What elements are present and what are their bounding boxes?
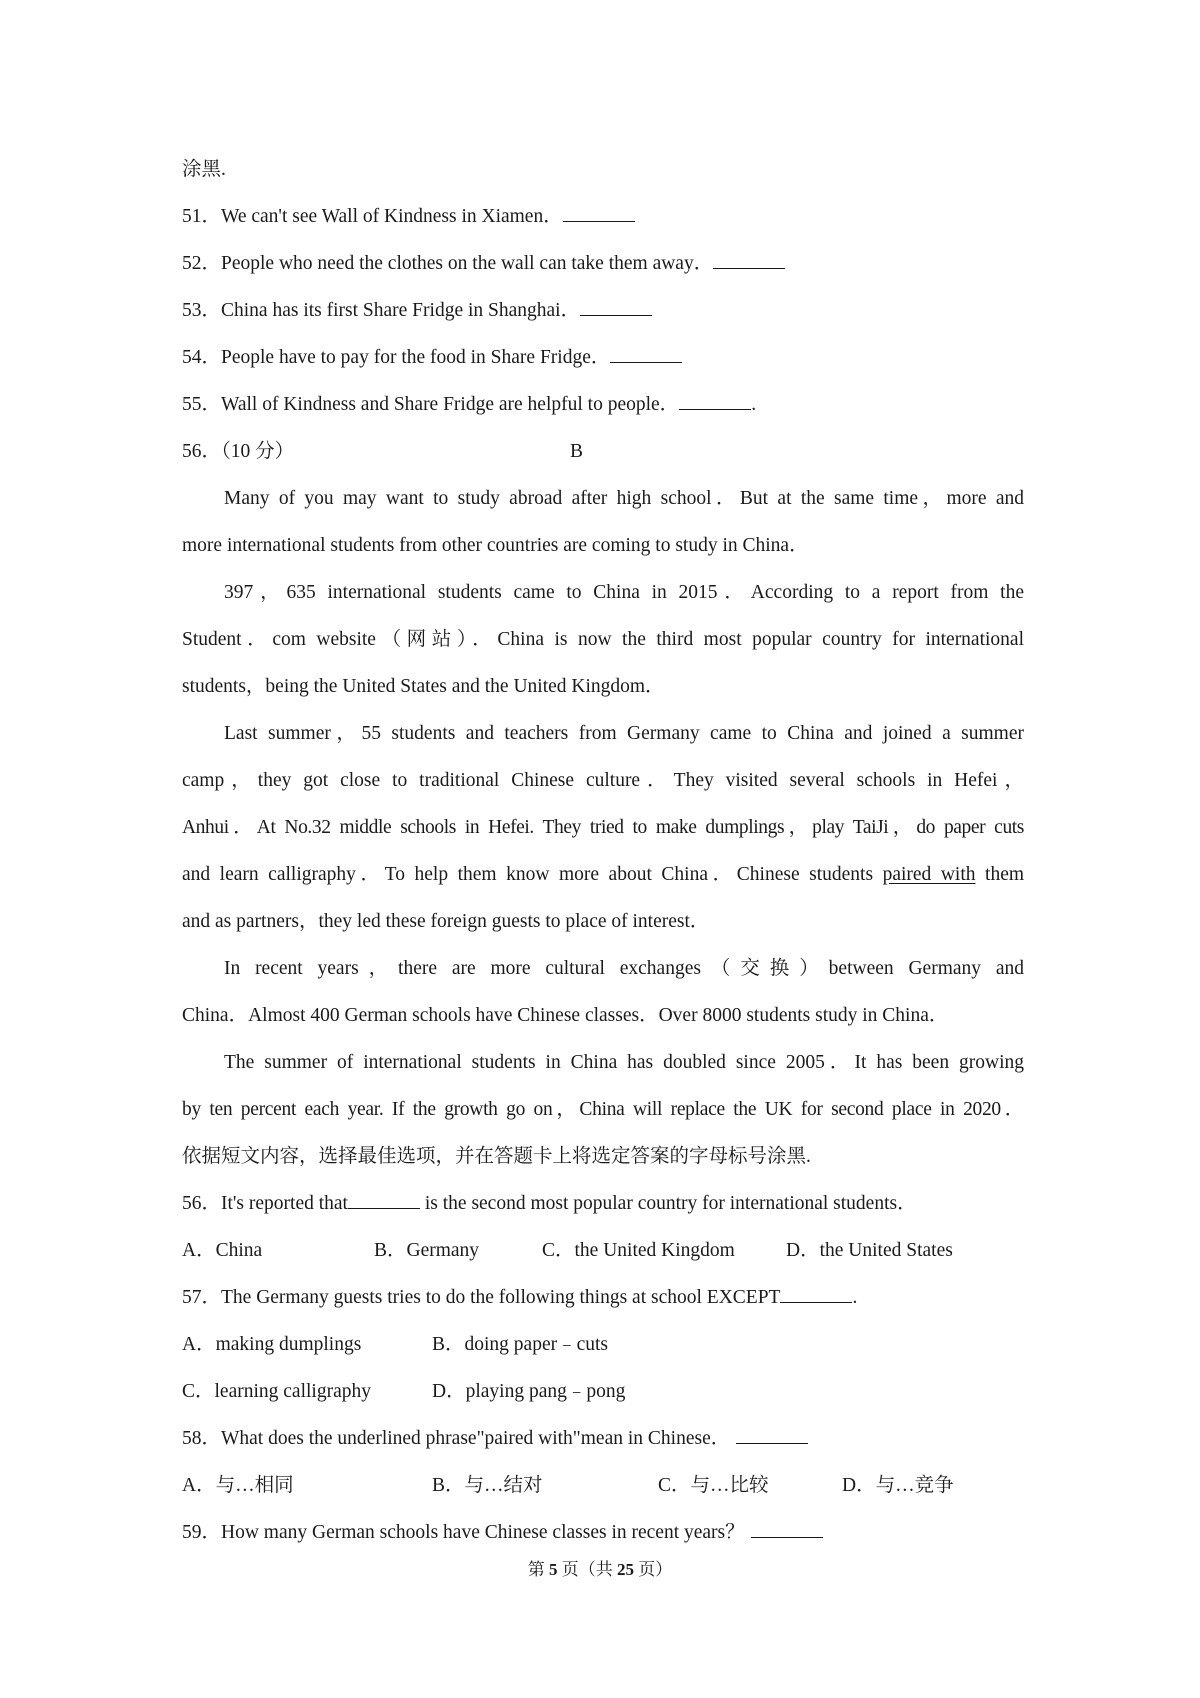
option-c[interactable]: C．learning calligraphy <box>182 1381 371 1402</box>
question-51 <box>182 203 1024 231</box>
option-d[interactable]: D．the United States <box>786 1240 953 1261</box>
answer-blank-55[interactable] <box>679 391 751 410</box>
section-number: 56．（10 分） <box>182 441 295 462</box>
question-55-text: 55．Wall of Kindness and Share Fridge are helpful to people． <box>182 394 680 415</box>
footer-middle: 页（共 <box>561 1560 613 1579</box>
question-59 <box>182 1519 1024 1547</box>
footer-total-pages: 25 <box>617 1560 634 1579</box>
question-54-text: 54．People have to pay for the food in Share Fridge． <box>182 347 611 368</box>
question-55 <box>182 391 1024 419</box>
answer-blank-53[interactable] <box>580 297 652 316</box>
instruction-tail-text: 涂黑. <box>182 159 226 180</box>
passage-p3-line2: camp，they got close to traditional Chinese culture．They visited several schools in Hefei， <box>182 770 1024 791</box>
question-58-text: 58．What does the underlined phrase"paired with"mean in Chinese． <box>182 1428 731 1449</box>
passage-p3-line5: and as partners，they led these foreign guests to place of interest． <box>182 911 710 932</box>
question-54 <box>182 344 1024 372</box>
passage-p3-line3: Anhui．At No.32 middle schools in Hefei. They tried to make dumplings，play TaiJi，do paper cuts <box>182 817 1024 838</box>
passage-p3-line4 <box>182 861 1024 889</box>
footer-suffix: 页） <box>638 1560 673 1579</box>
underlined-phrase: paired with <box>882 864 976 885</box>
page-footer <box>0 1558 1200 1582</box>
answer-blank-58[interactable] <box>736 1425 808 1444</box>
passage-p3-line4-end: them <box>985 864 1025 885</box>
answer-blank-57[interactable] <box>780 1284 852 1303</box>
question-52-text: 52．People who need the clothes on the wall can take them away． <box>182 253 714 274</box>
question-52 <box>182 250 1024 278</box>
option-c[interactable]: C．the United Kingdom <box>542 1240 735 1261</box>
passage-p4-line2: China．Almost 400 German schools have Chinese classes．Over 8000 students study in China． <box>182 1005 949 1026</box>
passage-p1-line2: more international students from other countries are coming to study in China． <box>182 535 809 556</box>
passage-p1-line1: Many of you may want to study abroad after high school．But at the same time，more and <box>224 488 1024 509</box>
instruction-tail <box>182 156 1024 184</box>
option-c[interactable]: C．与…比较 <box>658 1475 769 1496</box>
option-b[interactable]: B．与…结对 <box>432 1475 543 1496</box>
footer-page-number: 5 <box>549 1560 558 1579</box>
option-b[interactable]: B．Germany <box>374 1240 480 1261</box>
answer-blank-54[interactable] <box>610 344 682 363</box>
answer-blank-51[interactable] <box>563 203 635 222</box>
option-a[interactable]: A．China <box>182 1240 263 1261</box>
reading-instruction: 依据短文内容，选择最佳选项，并在答题卡上将选定答案的字母标号涂黑. <box>182 1146 811 1167</box>
passage-p5-line1: The summer of international students in China has doubled since 2005．It has been growing <box>224 1052 1024 1073</box>
passage-p4-line1: In recent years，there are more cultural exchanges（交换）between Germany and <box>224 958 1024 979</box>
option-b[interactable]: B．doing paper﹣cuts <box>432 1334 609 1355</box>
question-56-text-end: is the second most popular country for international students． <box>424 1193 917 1214</box>
question-57 <box>182 1284 1024 1312</box>
question-58 <box>182 1425 1024 1453</box>
passage-p2-line2: Student．com website（网站）．China is now the third most popular country for international <box>182 629 1024 650</box>
question-56-text: 56．It's reported that <box>182 1193 348 1214</box>
section-letter: B <box>570 441 584 462</box>
question-57-text: 57．The Germany guests tries to do the following things at school EXCEPT <box>182 1287 781 1308</box>
passage-p2-line3: students，being the United States and the United Kingdom． <box>182 676 665 697</box>
answer-blank-59[interactable] <box>751 1519 823 1538</box>
section-header <box>182 438 1024 466</box>
answer-blank-52[interactable] <box>713 250 785 269</box>
passage-p3-line1: Last summer，55 students and teachers from Germany came to China and joined a summer <box>224 723 1024 744</box>
question-55-end: . <box>751 394 757 415</box>
answer-blank-56[interactable] <box>348 1190 420 1209</box>
question-56 <box>182 1190 1024 1218</box>
footer-prefix: 第 <box>527 1560 545 1579</box>
question-59-text: 59．How many German schools have Chinese classes in recent years？ <box>182 1522 745 1543</box>
passage-p3-line4-text: and learn calligraphy．To help them know more about China．Chinese students <box>182 864 874 885</box>
question-53 <box>182 297 1024 325</box>
question-53-text: 53．China has its first Share Fridge in Shanghai． <box>182 300 581 321</box>
passage-p5-line2: by ten percent each year. If the growth go on，China will replace the UK for second place in 2020． <box>182 1099 1024 1120</box>
passage-p2-line1: 397，635 international students came to China in 2015．According to a report from the <box>224 582 1024 603</box>
question-51-text: 51．We can't see Wall of Kindness in Xiamen． <box>182 206 563 227</box>
option-a[interactable]: A．making dumplings <box>182 1334 362 1355</box>
option-a[interactable]: A．与…相同 <box>182 1475 294 1496</box>
option-d[interactable]: D．playing pang﹣pong <box>432 1381 626 1402</box>
option-d[interactable]: D．与…竞争 <box>842 1475 954 1496</box>
question-57-end: . <box>852 1287 858 1308</box>
